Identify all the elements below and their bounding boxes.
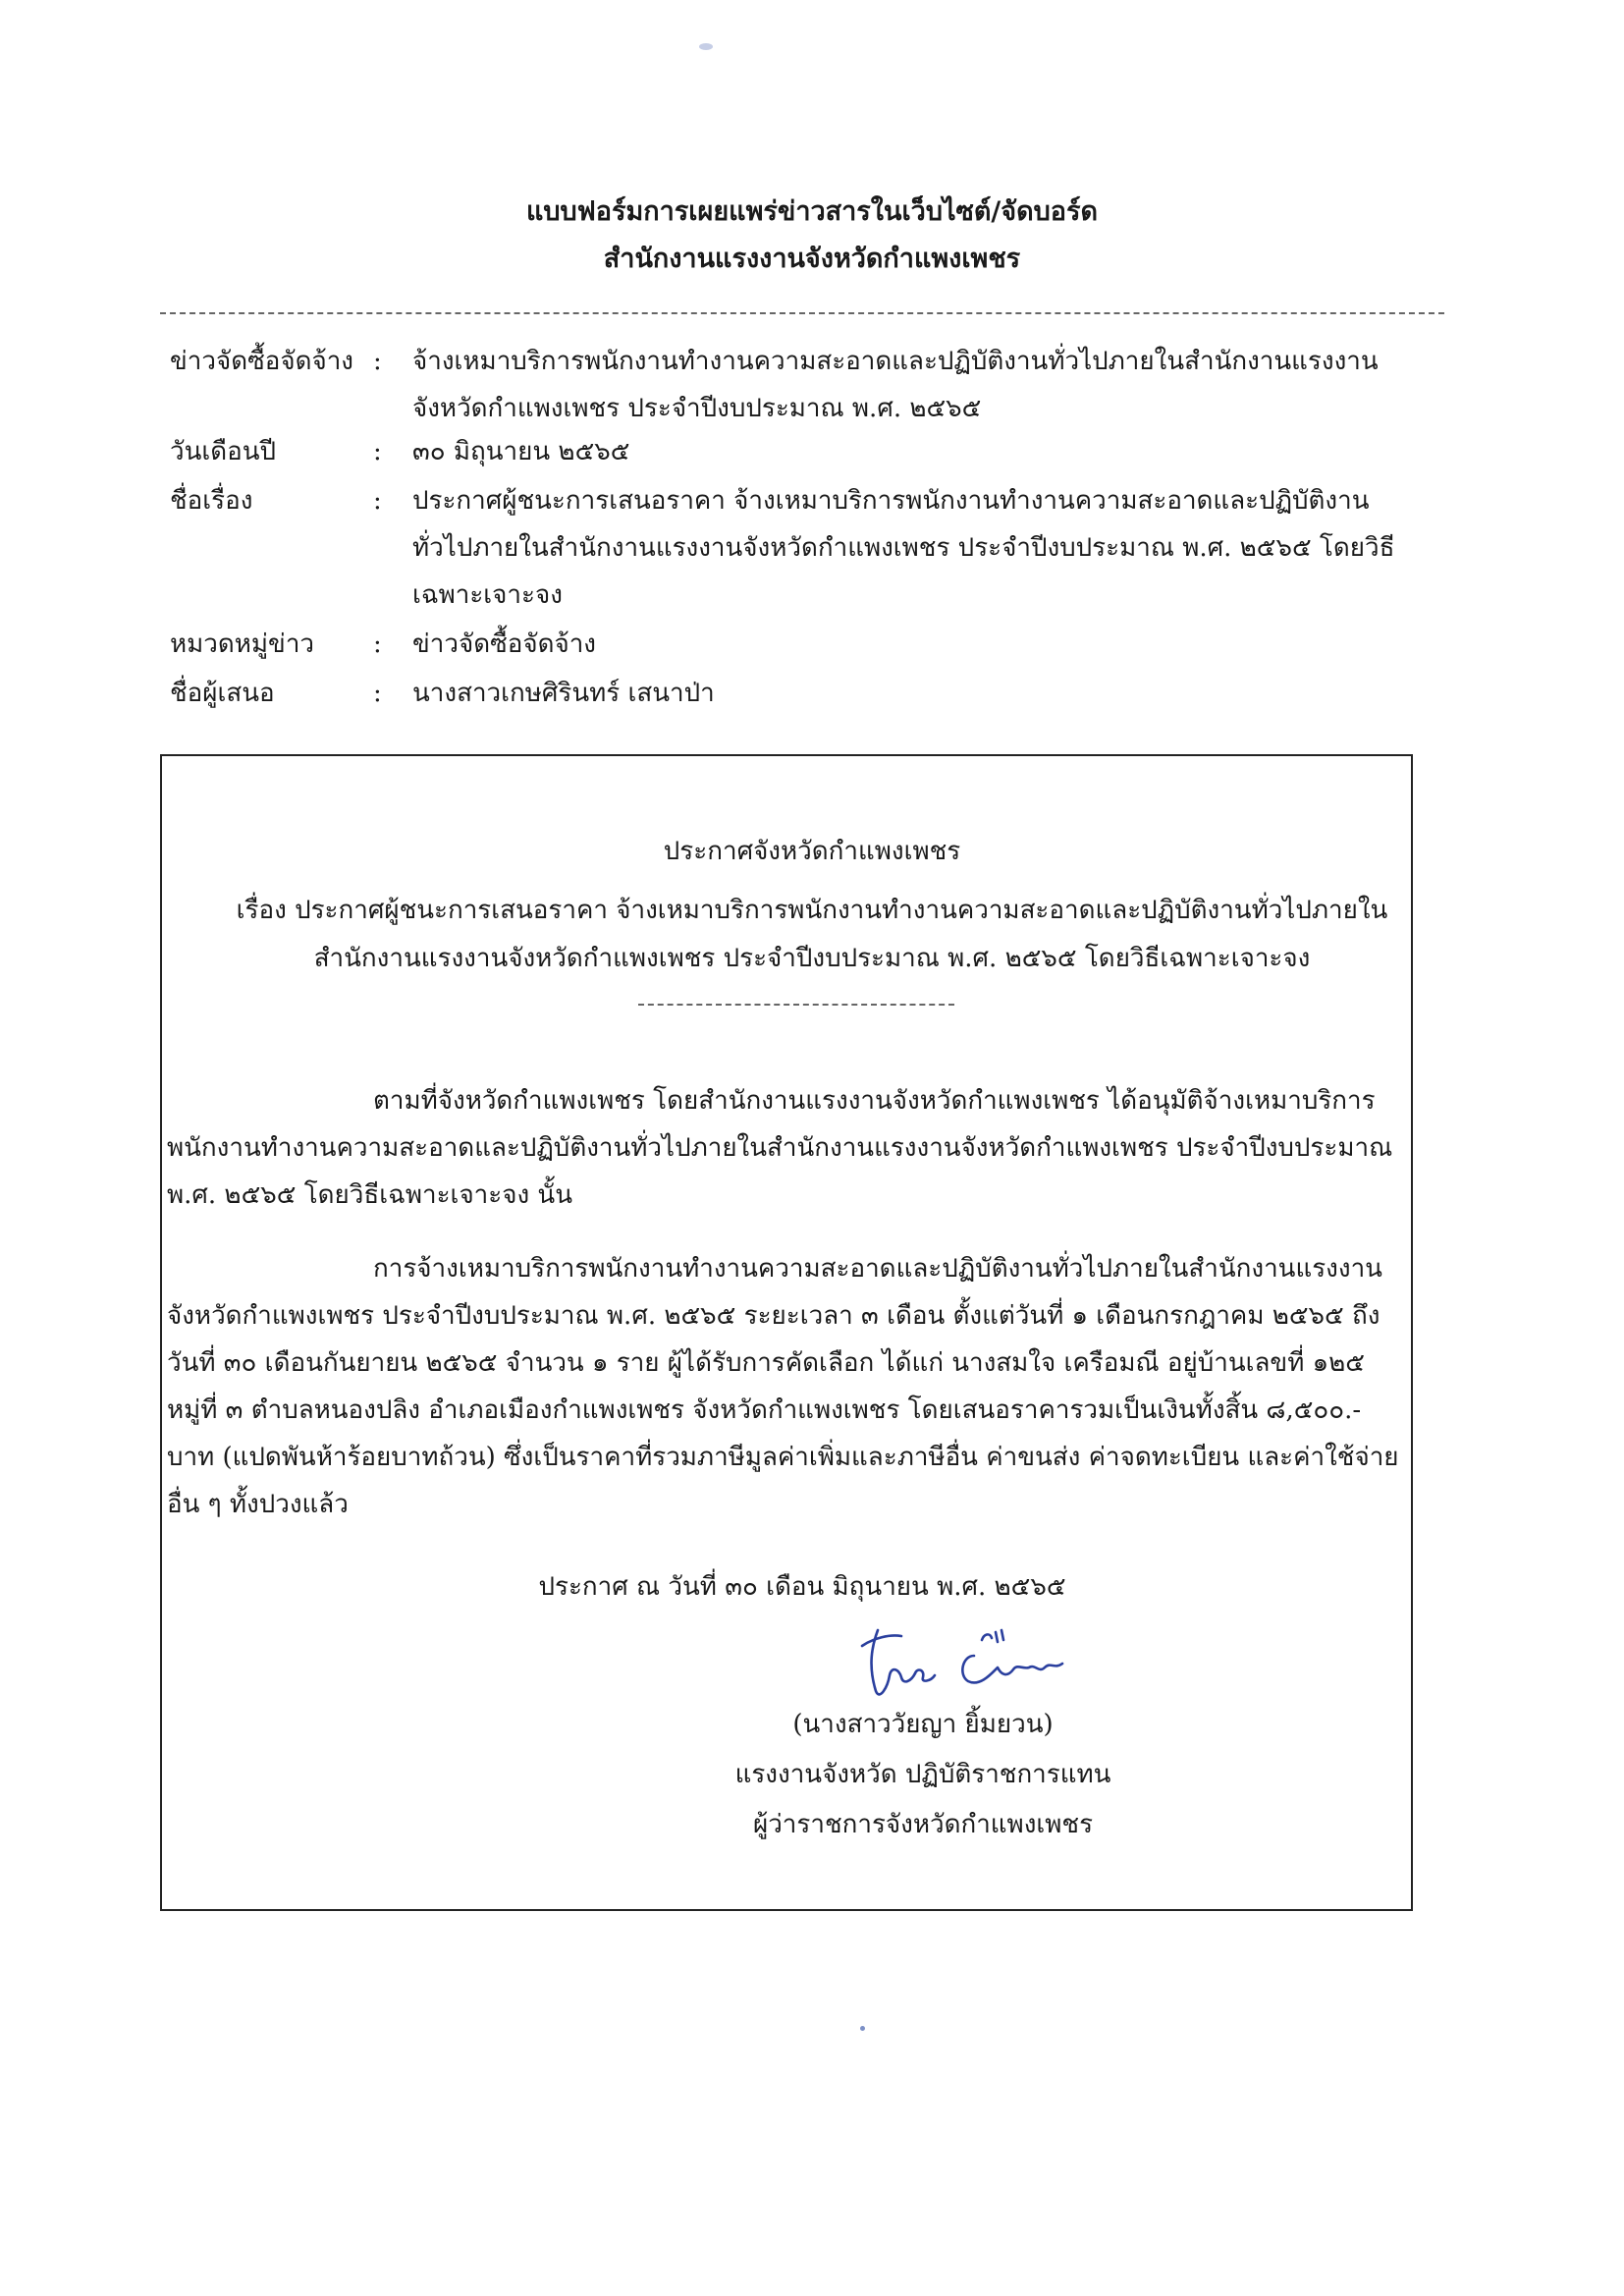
signer-on-behalf: ผู้ว่าราชการจังหวัดกำแพงเพชร: [752, 1810, 1094, 1839]
meta-label: ข่าวจัดซื้อจัดจ้าง: [170, 347, 354, 376]
meta-label: วันเดือนปี: [170, 437, 277, 466]
form-title: แบบฟอร์มการเผยแพร่ข่าวสารในเว็บไซต์/จัดบอร์ด: [525, 196, 1099, 227]
meta-value: นางสาวเกษศิรินทร์ เสนาป่า: [412, 679, 715, 708]
meta-colon: :: [373, 437, 382, 466]
announcement-heading: ประกาศจังหวัดกำแพงเพชร: [663, 837, 961, 866]
meta-label: ชื่อเรื่อง: [170, 486, 253, 516]
announcement-subject-line2: สำนักงานแรงงานจังหวัดกำแพงเพชร ประจำปีงบประมาณ พ.ศ. ๒๕๖๕ โดยวิธีเฉพาะเจาะจง: [313, 944, 1311, 973]
meta-colon: :: [373, 679, 382, 708]
meta-label: หมวดหมู่ข่าว: [170, 629, 315, 659]
scan-speck: [860, 2026, 865, 2031]
header-divider: [160, 312, 1444, 314]
meta-colon: :: [373, 486, 382, 516]
signer-name: (นางสาววัยญา ยิ้มยวน): [792, 1710, 1054, 1739]
office-title: สำนักงานแรงงานจังหวัดกำแพงเพชร: [603, 244, 1021, 274]
meta-value: ประกาศผู้ชนะการเสนอราคา จ้างเหมาบริการพนักงานทำงานความสะอาดและปฏิบัติงานทั่วไปภายในสำนักงานแรงงานจังหวัดกำแพงเพชร ประจำปีงบประมาณ พ.ศ. ๒๕๖๕ โดยวิธีเฉพาะเจาะจง: [412, 486, 1395, 610]
meta-value: ๓๐ มิถุนายน ๒๕๖๕: [412, 437, 630, 466]
meta-colon: :: [373, 629, 382, 659]
announcement-paragraph-1: ตามที่จังหวัดกำแพงเพชร โดยสำนักงานแรงงานจังหวัดกำแพงเพชร ได้อนุมัติจ้างเหมาบริการพนักงานทำงานความสะอาดและปฏิบัติงานทั่วไปภายในสำนักงานแรงงานจังหวัดกำแพงเพชร ประจำปีงบประมาณ พ.ศ. ๒๕๖๕ โดยวิธีเฉพาะเจาะจง นั้น: [167, 1086, 1393, 1210]
announcement-date: ประกาศ ณ วันที่ ๓๐ เดือน มิถุนายน พ.ศ. ๒๕๖๕: [538, 1572, 1066, 1602]
announcement-subject-line1: เรื่อง ประกาศผู้ชนะการเสนอราคา จ้างเหมาบริการพนักงานทำงานความสะอาดและปฏิบัติงานทั่วไปภายใน: [236, 896, 1388, 925]
meta-value: จ้างเหมาบริการพนักงานทำงานความสะอาดและปฏิบัติงานทั่วไปภายในสำนักงานแรงงานจังหวัดกำแพงเพชร ประจำปีงบประมาณ พ.ศ. ๒๕๖๕: [412, 347, 1379, 423]
meta-value: ข่าวจัดซื้อจัดจ้าง: [412, 629, 597, 659]
scan-speck: [699, 43, 713, 50]
signer-position: แรงงานจังหวัด ปฏิบัติราชการแทน: [734, 1760, 1111, 1789]
meta-colon: :: [373, 347, 382, 376]
announcement-divider: [638, 1004, 954, 1006]
meta-label: ชื่อผู้เสนอ: [170, 679, 275, 708]
announcement-paragraph-2: การจ้างเหมาบริการพนักงานทำงานความสะอาดและปฏิบัติงานทั่วไปภายในสำนักงานแรงงานจังหวัดกำแพงเพชร ประจำปีงบประมาณ พ.ศ. ๒๕๖๕ ระยะเวลา ๓ เดือน ตั้งแต่วันที่ ๑ เดือนกรกฎาคม ๒๕๖๕ ถึงวันที่ ๓๐ เดือนกันยายน ๒๕๖๕ จำนวน ๑ ราย ผู้ได้รับการคัดเลือก ได้แก่ นางสมใจ เครือมณี อยู่บ้านเลขที่ ๑๒๕ หมู่ที่ ๓ ตำบลหนองปลิง อำเภอเมืองกำแพงเพชร จังหวัดกำแพงเพชร โดยเสนอราคารวมเป็นเงินทั้งสิ้น ๘,๕๐๐.- บาท (แปดพันห้าร้อยบาทถ้วน) ซึ่งเป็นราคาที่รวมภาษีมูลค่าเพิ่มและภาษีอื่น ค่าขนส่ง ค่าจดทะเบียน และค่าใช้จ่ายอื่น ๆ ทั้งปวงแล้ว: [167, 1254, 1399, 1519]
signature: [844, 1618, 1080, 1707]
